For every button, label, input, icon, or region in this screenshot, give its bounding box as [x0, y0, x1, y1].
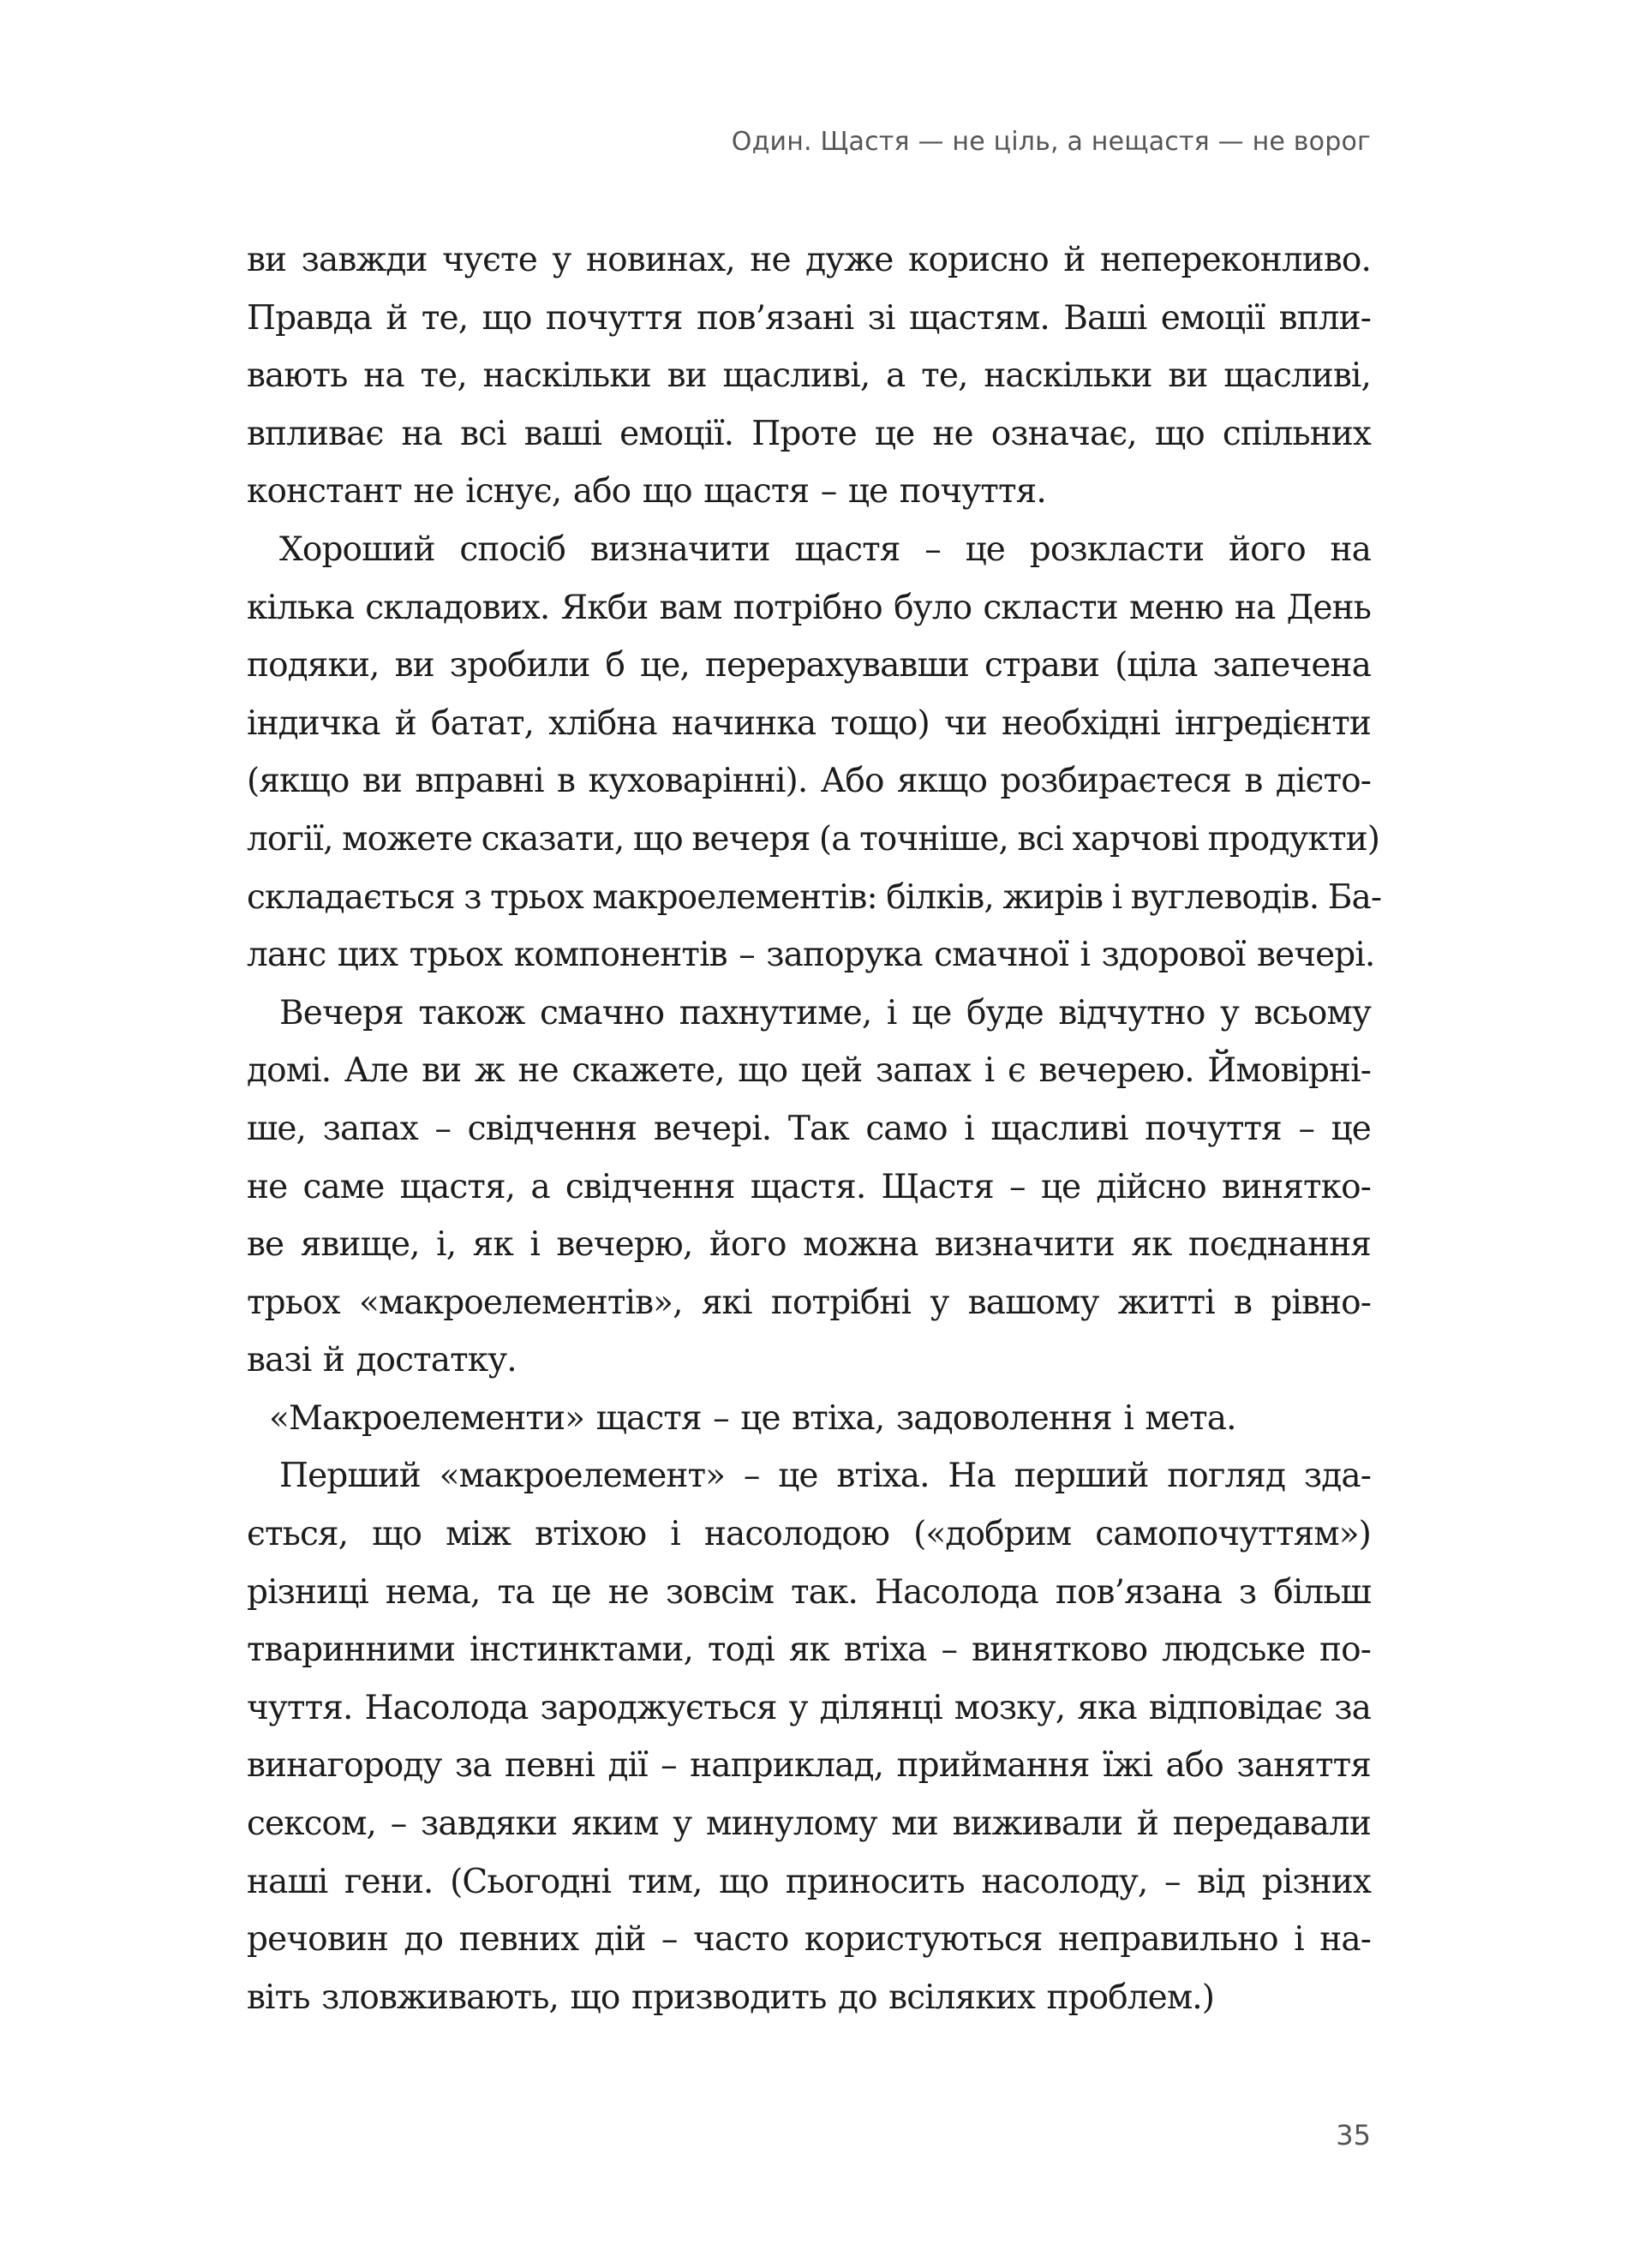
- page-number: 35: [1336, 2119, 1371, 2151]
- paragraph-3: [247, 984, 1371, 1390]
- text-line: констант не існує, або що щастя – це почуття.: [247, 472, 1046, 512]
- text-line: кілька складових. Якби вам потрібно було скласти меню на День: [247, 588, 1371, 627]
- paragraph-5: [247, 1447, 1371, 2026]
- paragraph-1: [247, 231, 1371, 521]
- text-line: чуття. Насолода зароджується у ділянці мозку, яка відповідає за: [247, 1688, 1371, 1727]
- paragraph-4: [247, 1390, 1371, 1448]
- text-line: не саме щастя, а свідчення щастя. Щастя – це дійсно винятко-: [247, 1167, 1371, 1206]
- text-line: подяки, ви зробили б це, перерахувавши страви (ціла запечена: [247, 646, 1371, 685]
- text-line: ється, що між втіхою і насолодою («добрим самопочуттям»): [247, 1515, 1371, 1554]
- text-line: тваринними інстинктами, тоді як втіха – винятково людське по-: [247, 1631, 1371, 1670]
- text-line: ланс цих трьох компонентів – запорука смачної і здорової вечері.: [247, 936, 1375, 975]
- text-line: ше, запах – свідчення вечері. Так само і щасливі почуття – це: [247, 1109, 1371, 1148]
- body-text: [247, 231, 1382, 2026]
- paragraph-2: [247, 521, 1382, 984]
- text-line: вають на те, наскільки ви щасливі, а те, наскільки ви щасливі,: [247, 356, 1371, 396]
- running-header: Один. Щастя — не ціль, а нещастя — не ворог: [731, 127, 1371, 157]
- text-line: Правда й те, що почуття пов’язані зі щастям. Ваші емоції впли-: [247, 298, 1371, 338]
- text-line: індичка й батат, хлібна начинка тощо) чи необхідні інгредієнти: [247, 703, 1371, 743]
- text-line: Хороший спосіб визначити щастя – це розкласти його на: [279, 530, 1371, 569]
- text-line: трьох «макроелементів», які потрібні у вашому житті в рівно-: [247, 1283, 1371, 1322]
- text-line: речовин до певних дій – часто користуються неправильно і на-: [247, 1920, 1371, 1960]
- text-line: домі. Але ви ж не скажете, що цей запах і є вечерею. Ймовірні-: [247, 1051, 1371, 1091]
- text-line: винагороду за певні дії – наприклад, приймання їжі або заняття: [247, 1746, 1371, 1786]
- text-line: складається з трьох макроелементів: білків, жирів і вуглеводів. Ба-: [247, 877, 1382, 917]
- text-line: ве явище, і, як і вечерю, його можна визначити як поєднання: [247, 1225, 1371, 1265]
- text-line: вазі й достатку.: [247, 1341, 517, 1380]
- text-line: ви завжди чуєте у новинах, не дуже корисно й непереконливо.: [247, 241, 1371, 279]
- text-line: різниці нема, та це не зовсім так. Насолода пов’язана з більш: [247, 1572, 1371, 1612]
- text-line: впливає на всі ваші емоції. Проте це не означає, що спільних: [247, 414, 1371, 453]
- text-line: логії, можете сказати, що вечеря (а точніше, всі харчові продукти): [247, 819, 1380, 859]
- text-line: Вечеря також смачно пахнутиме, і це буде відчутно у всьому: [279, 993, 1371, 1032]
- text-line: наші гени. (Сьогодні тим, що приносить насолоду, – від різних: [247, 1862, 1371, 1901]
- text-line: (якщо ви вправні в куховарінні). Або якщо розбираєтеся в дієто-: [247, 762, 1371, 801]
- text-line: віть зловживають, що призводить до всіляких проблем.): [247, 1978, 1215, 2017]
- text-line: Перший «макроелемент» – це втіха. На перший погляд зда-: [279, 1457, 1371, 1496]
- text-line: «Макроелементи» щастя – це втіха, задоволення і мета.: [269, 1398, 1236, 1438]
- text-line: сексом, – завдяки яким у минулому ми виживали й передавали: [247, 1804, 1371, 1844]
